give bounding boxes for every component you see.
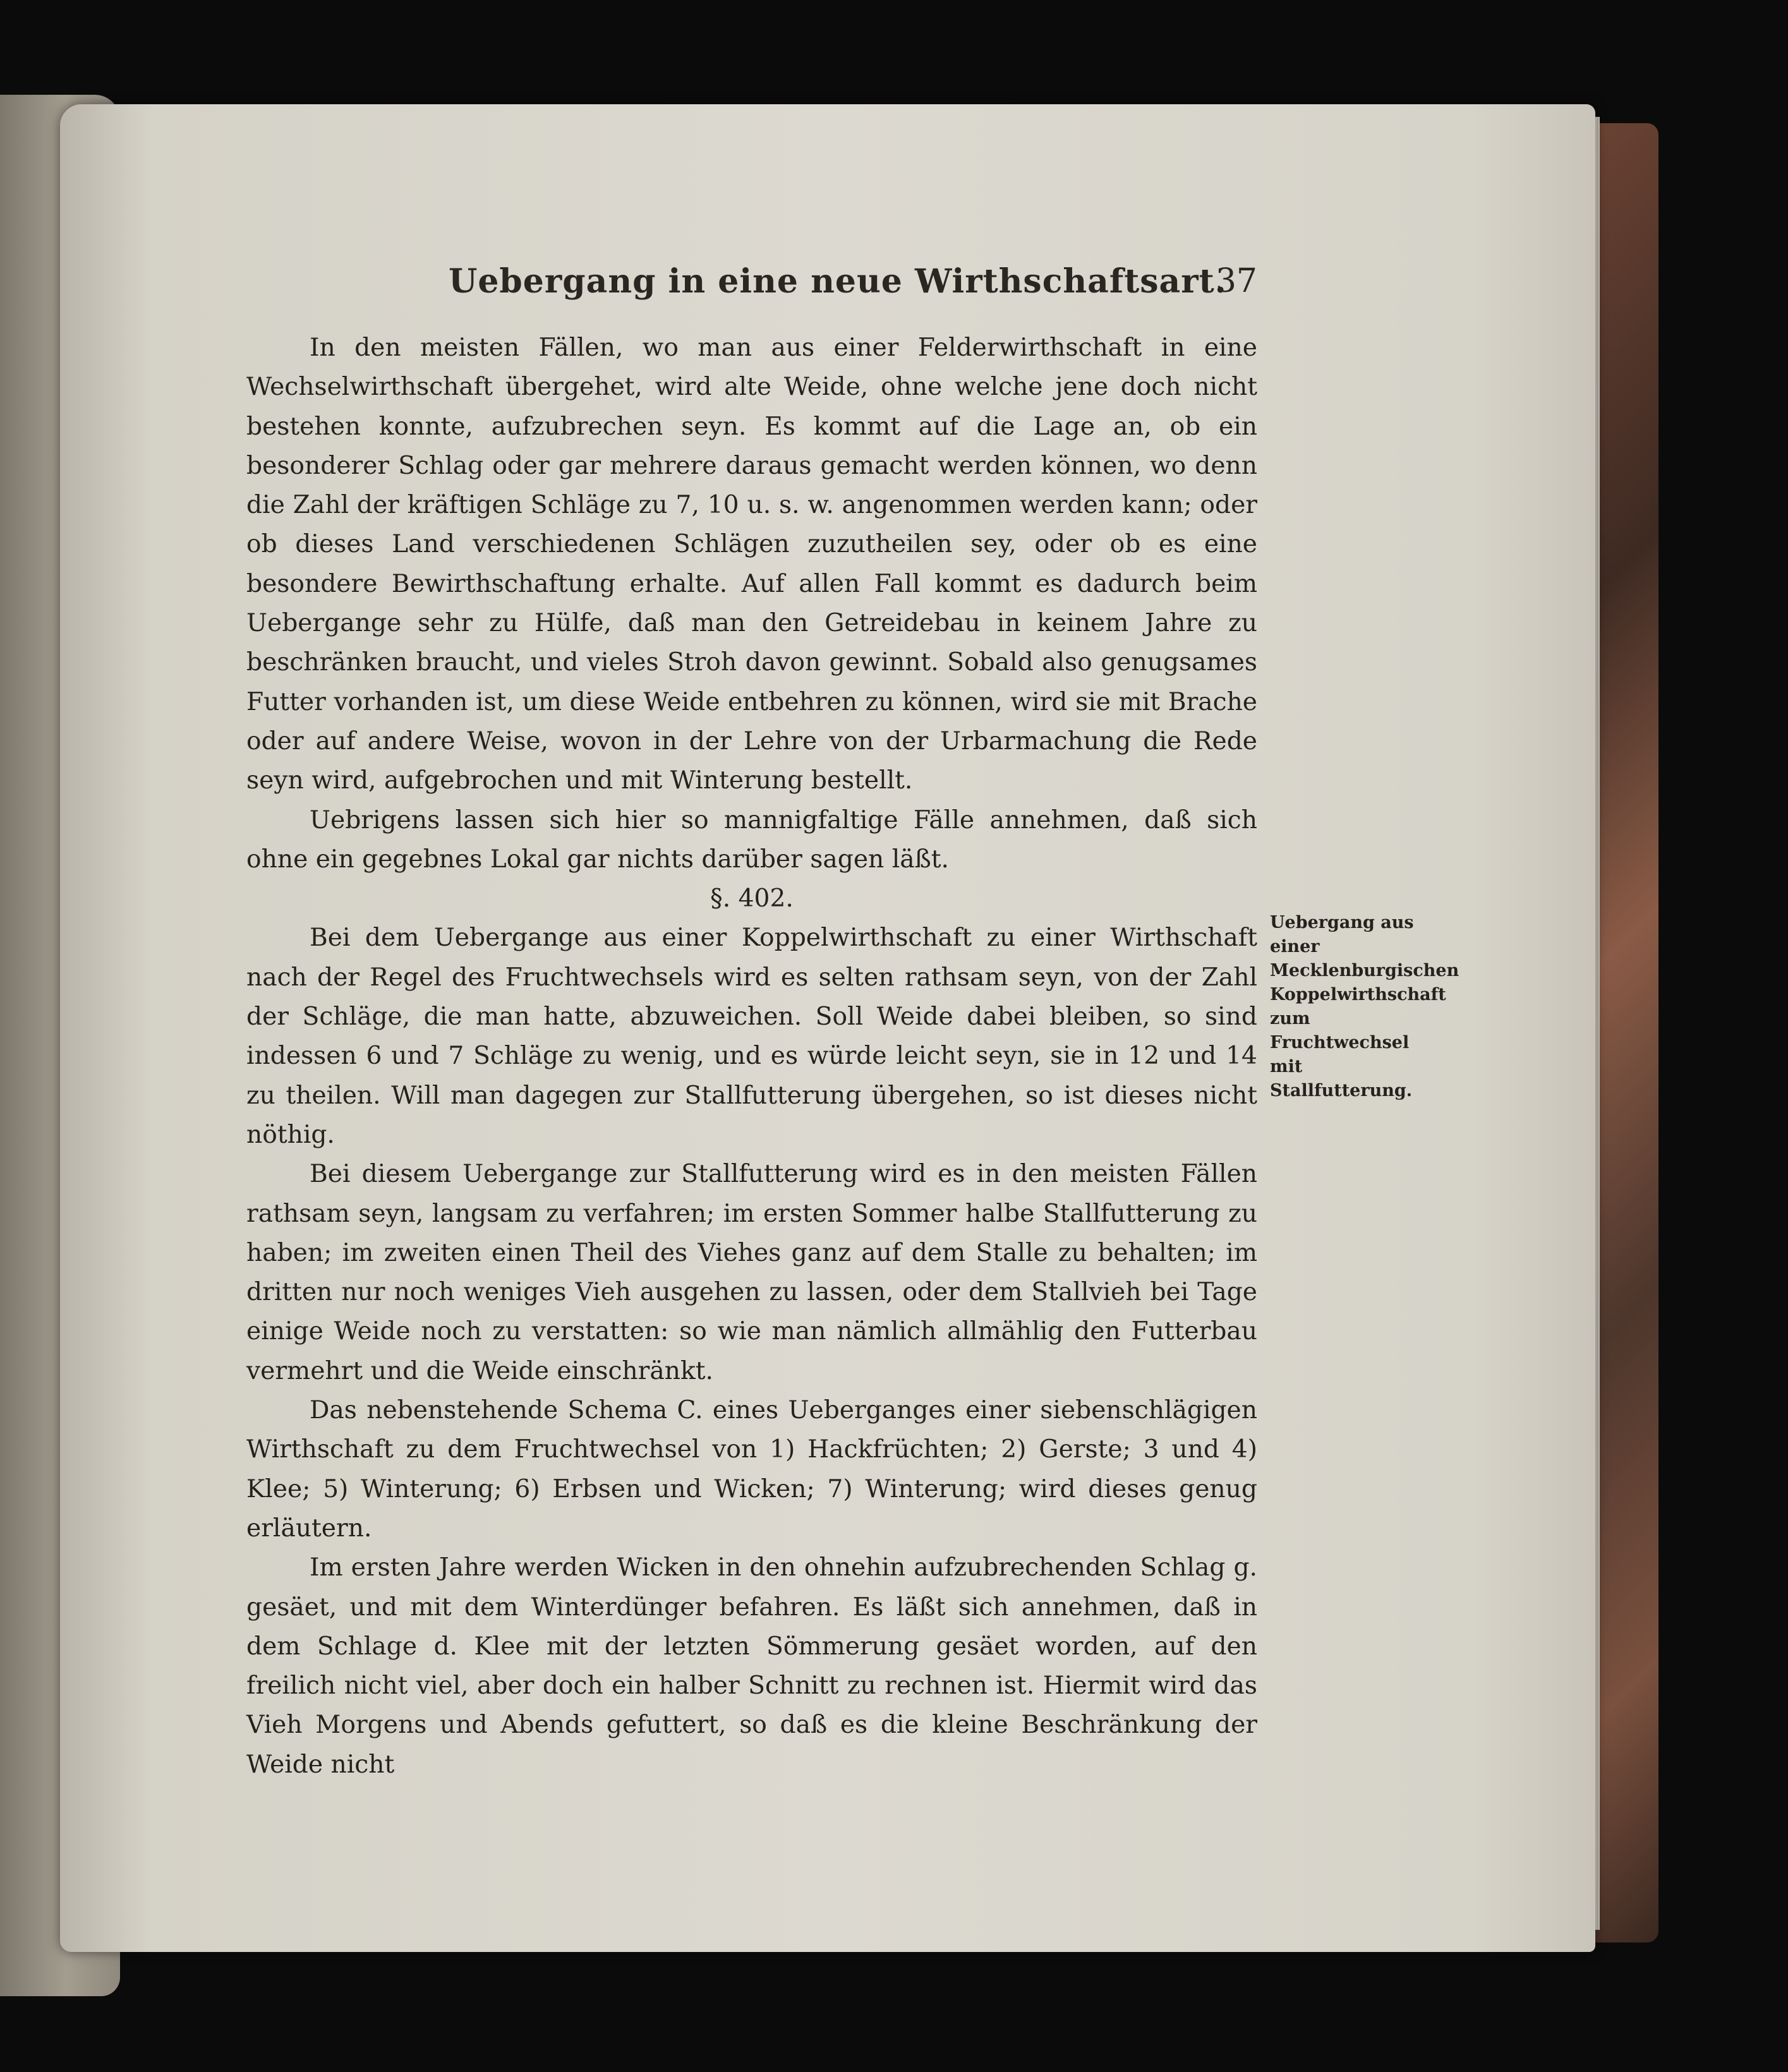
paragraph-1: In den meisten Fällen, wo man aus einer Felderwirthschaft in eine Wechselwirthschaft übergehet, wird alte Weide, ohne welche jene doch nicht bestehen konnte, aufzubrechen seyn. Es kommt auf die Lage an, ob ein besonderer Schlag oder gar mehrere daraus gemacht werden können, wo denn die Zahl der kräftigen Schläge zu 7, 10 u. s. w. angenommen werden kann; oder ob dieses Land verschiedenen Schlägen zuzutheilen sey, oder ob es eine besondere Bewirthschaftung erhalte. Auf allen Fall kommt es dadurch beim Uebergange sehr zu Hülfe, daß man den Getreidebau in keinem Jahre zu beschränken braucht, und vieles Stroh davon gewinnt. Sobald also genugsames Futter vorhanden ist, um diese Weide entbehren zu können, wird sie mit Brache oder auf andere Weise, wovon in der Lehre von der Urbarmachung die Rede seyn wird, aufgebrochen und mit Winterung bestellt. (246, 334, 1257, 795)
section-mark: §. 402. (710, 884, 794, 913)
running-title: Uebergang in eine neue Wirthschaftsart. (449, 262, 1227, 301)
margin-note: Uebergang aus einer Mecklenburgischen Koppelwirthschaft zum Fruchtwechsel mit Stallfutterung. (1270, 913, 1459, 1100)
paragraph-2: Uebrigens lassen sich hier so mannigfaltige Fälle annehmen, daß sich ohne ein gegebnes Lokal gar nichts darüber sagen läßt. (246, 805, 1257, 874)
paragraph-6: Im ersten Jahre werden Wicken in den ohnehin aufzubrechenden Schlag g. gesäet, und mit dem Winterdünger befahren. Es läßt sich annehmen, daß in dem Schlage d. Klee mit der letzten Sömmerung gesäet worden, auf den freilich nicht viel, aber doch ein halber Schnitt zu rechnen ist. Hiermit wird das Vieh Morgens und Abends gefuttert, so daß es die kleine Beschränkung der Weide nicht (246, 1553, 1257, 1779)
paragraph-3: Bei dem Uebergange aus einer Koppelwirthschaft zu einer Wirthschaft nach der Regel des Fruchtwechsels wird es selten rathsam seyn, von der Zahl der Schläge, die man hatte, abzuweichen. Soll Weide dabei bleiben, so sind indessen 6 und 7 Schläge zu wenig, und es würde leicht seyn, sie in 12 und 14 zu theilen. Will man dagegen zur Stallfutterung übergehen, so ist dieses nicht nöthig. (246, 924, 1257, 1149)
book-cover-edge (1595, 123, 1658, 1942)
page-number: 37 (1215, 262, 1257, 300)
paragraph-5: Das nebenstehende Schema C. eines Ueberganges einer siebenschlägigen Wirthschaft zu dem Fruchtwechsel von 1) Hackfrüchten; 2) Gerste; 3 und 4) Klee; 5) Winterung; 6) Erbsen und Wicken; 7) Winterung; wird dieses genug erläutern. (246, 1396, 1257, 1543)
body-text (246, 328, 1257, 1785)
paragraph-4: Bei diesem Uebergange zur Stallfutterung wird es in den meisten Fällen rathsam seyn, langsam zu verfahren; im ersten Sommer halbe Stallfutterung zu haben; im zweiten einen Theil des Viehes ganz auf dem Stalle zu behalten; im dritten nur noch weniges Vieh ausgehen zu lassen, oder dem Stallvieh bei Tage einige Weide noch zu verstatten: so wie man nämlich allmählig den Futterbau vermehrt und die Weide einschränkt. (246, 1160, 1257, 1385)
page-header (449, 262, 1257, 306)
